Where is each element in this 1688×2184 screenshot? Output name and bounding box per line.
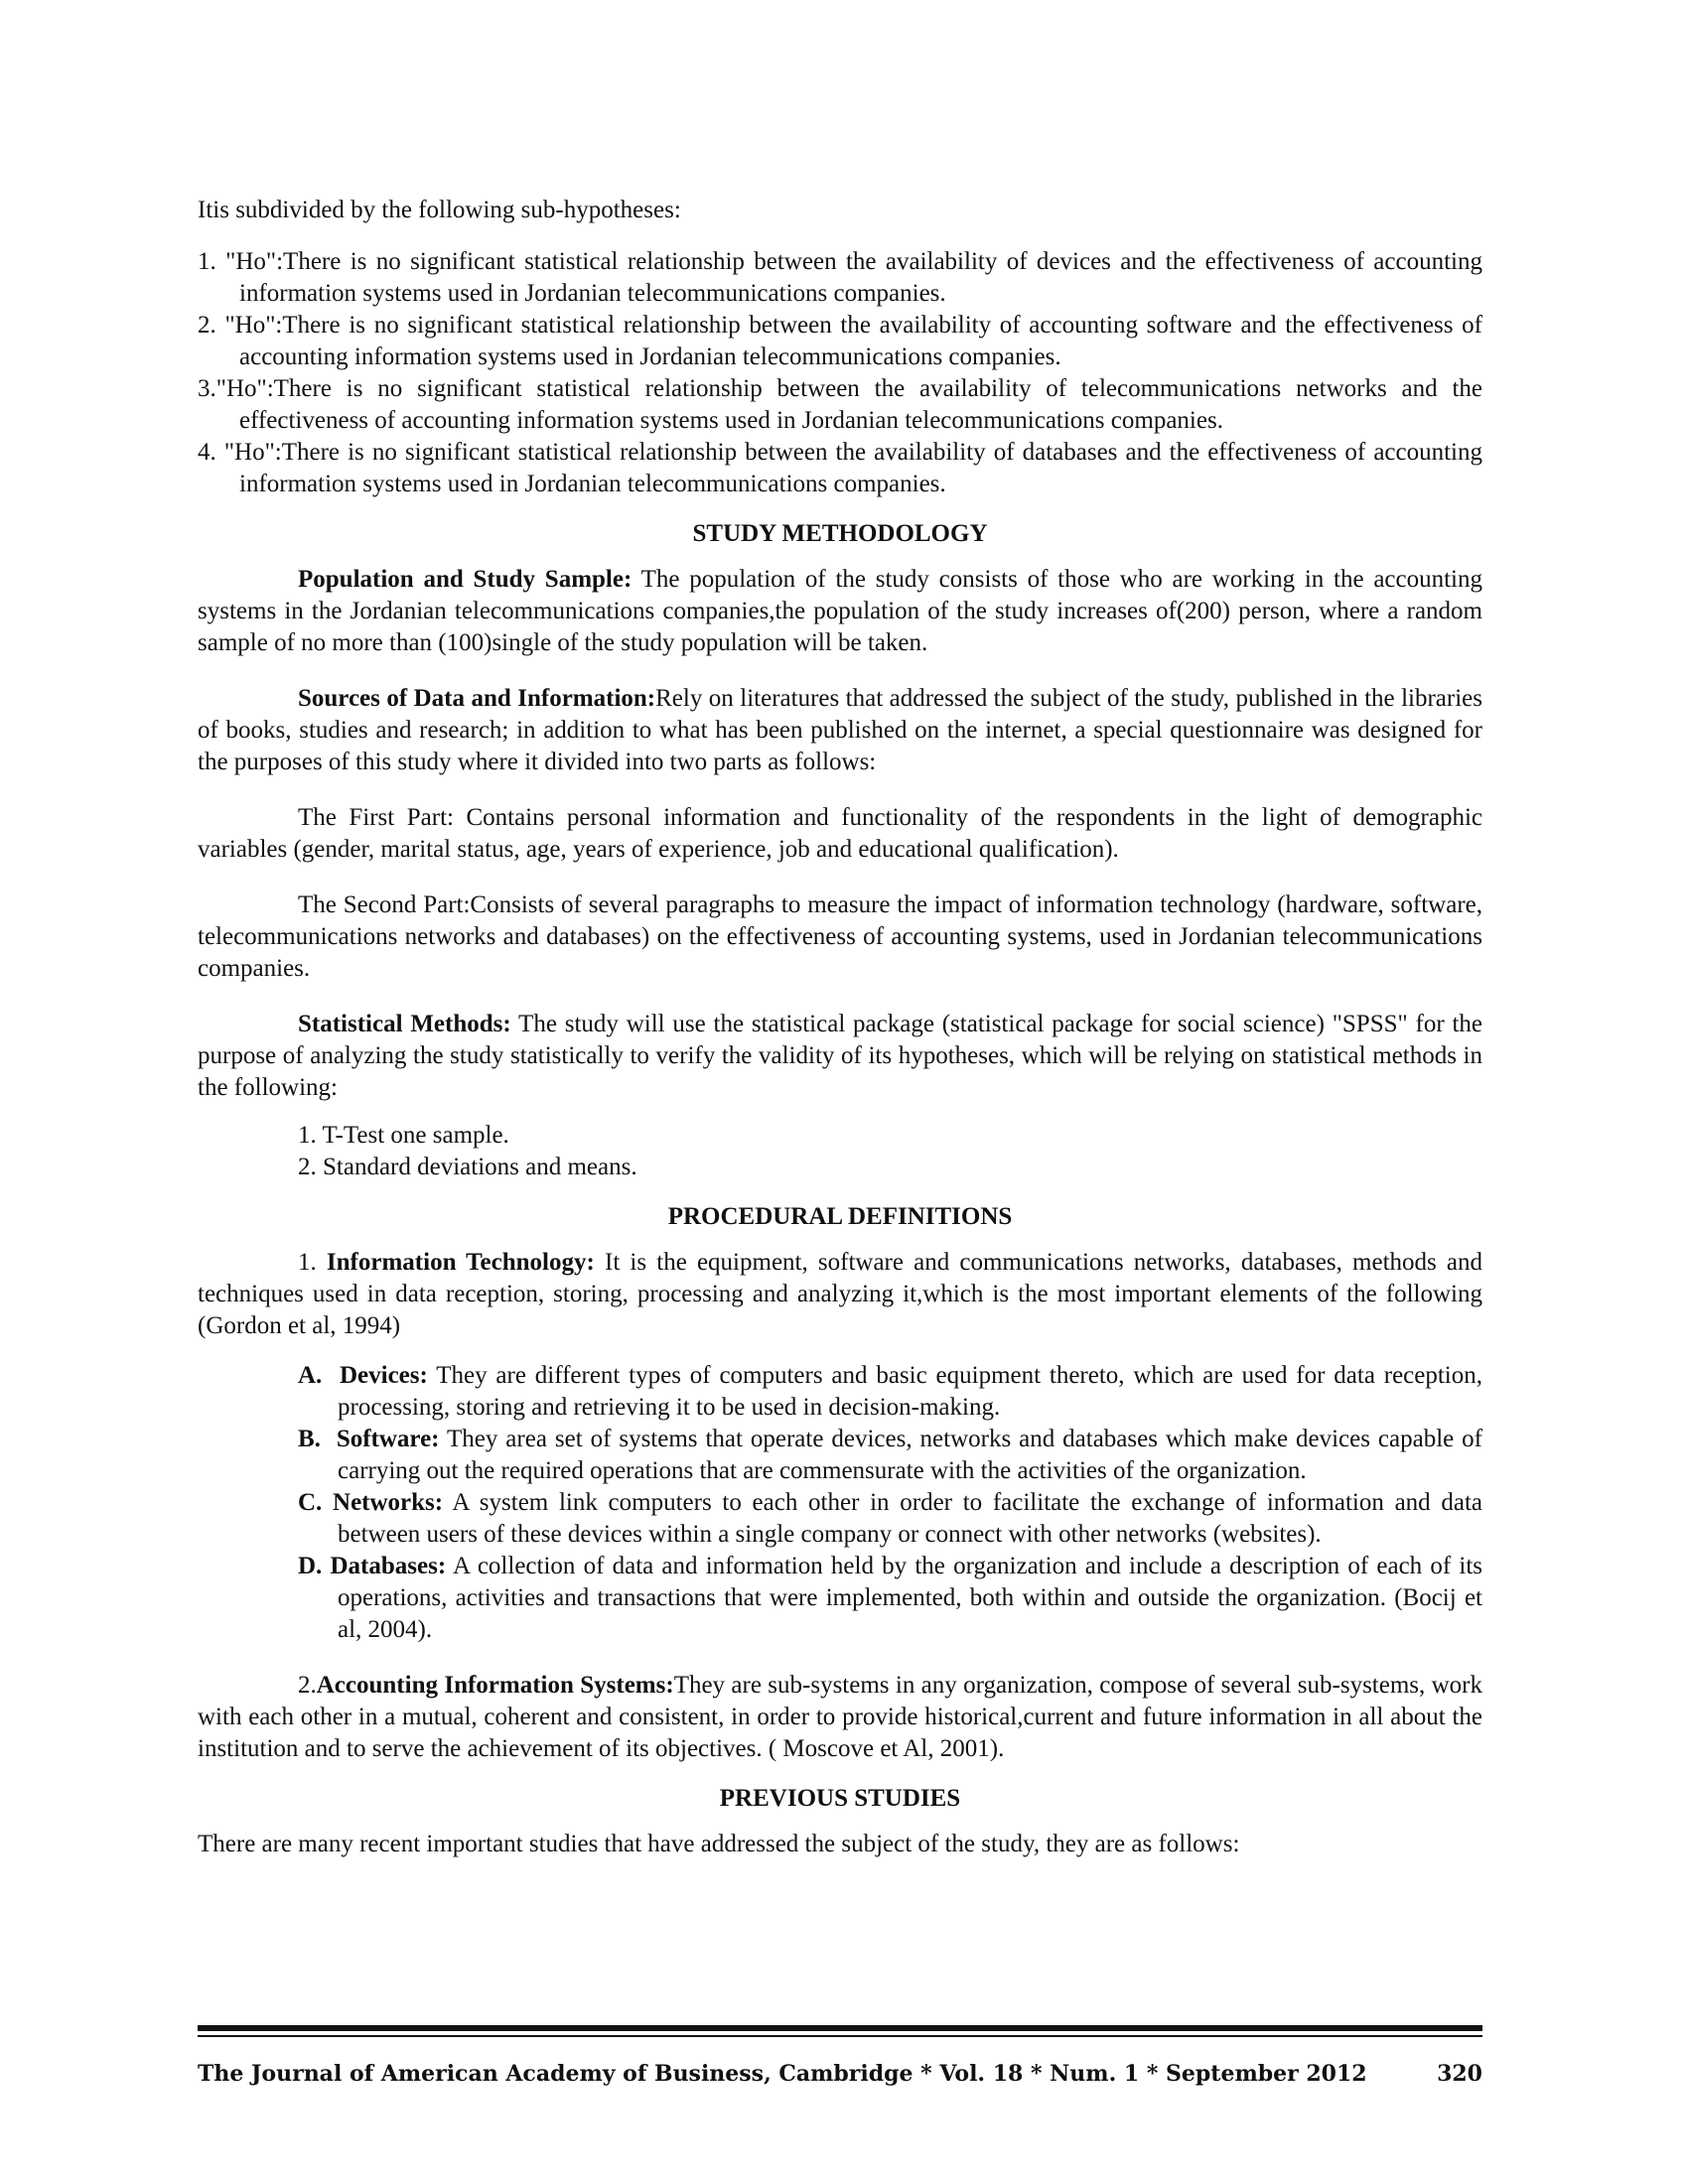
definition-item-software [298,1424,1482,1487]
it-definition-paragraph [198,1247,1482,1342]
statistical-methods-label: Statistical Methods: [298,1011,511,1037]
hypotheses-list [198,246,1482,500]
statistical-methods-list [298,1120,1482,1183]
it-components-list [298,1360,1482,1646]
definition-letter: B. [298,1426,321,1452]
statistical-methods-paragraph [198,1009,1482,1104]
definition-text: A system link computers to each other in order to facilitate the exchange of information and data between users of these devices within a single company or connect with other networks (websites). [338,1489,1482,1548]
method-item: 2. Standard deviations and means. [298,1154,637,1180]
sources-text: Rely on literatures that addressed the subject of the study, published in the libraries of books, studies and research; in addition to what has been published on the internet, a special questionnaire was designed for the purposes of this study where it divided into two parts as follows: [198,685,1482,775]
ais-text: They are sub-systems in any organization, compose of several sub-systems, work with each other in a mutual, coherent and consistent, in order to provide historical,current and future information in all about the institution and to serve the achievement of its objectives. ( Moscove et Al, 2001). [198,1672,1482,1762]
definition-text: They are different types of computers and basic equipment thereto, which are used for data reception, processing, storing and retrieving it to be used in decision-making. [338,1362,1483,1421]
hypothesis-item: 4. "Ho":There is no significant statistical relationship between the availability of databases and the effectiveness of accounting information systems used in Jordanian telecommunications companies. [198,439,1482,497]
footer-rule [198,2025,1482,2031]
page-number: 320 [1437,2061,1482,2087]
method-item: 1. T-Test one sample. [298,1122,509,1149]
sources-paragraph [198,683,1482,778]
it-text: It is the equipment, software and communications networks, databases, methods and techniques used in data reception, storing, processing and analyzing it,which is the most important elements of the following (Gordon et al, 1994) [198,1249,1483,1339]
ais-number: 2. [298,1672,317,1699]
definition-text: A collection of data and information held by the organization and include a description of each of its operations, activities and transactions that were implemented, both within and outside the organization. (Bocij et al, 2004). [338,1553,1482,1643]
population-paragraph [198,564,1482,659]
population-label: Population and Study Sample: [298,566,633,593]
ais-definition-paragraph [198,1670,1482,1765]
definition-label: Databases: [330,1553,447,1579]
hypothesis-item: 2. "Ho":There is no significant statistical relationship between the availability of accounting software and the effectiveness of accounting information systems used in Jordanian telecommunications companies. [198,312,1482,370]
definition-item-databases [298,1551,1482,1646]
definition-item-devices [298,1360,1482,1424]
ais-label: Accounting Information Systems: [316,1672,674,1699]
second-part-paragraph: The Second Part:Consists of several paragraphs to measure the impact of information technology (hardware, software, telecommunications networks and databases) on the effectiveness of accounting systems, used in Jordanian telecommunications companies. [198,891,1482,982]
definition-letter: C. [298,1489,323,1516]
hypothesis-item: 1. "Ho":There is no significant statistical relationship between the availability of devices and the effectiveness of accounting information systems used in Jordanian telecommunications companies. [198,248,1482,307]
population-text: The population of the study consists of those who are working in the accounting systems in the Jordanian telecommunications companies,the population of the study increases of(200) person, where a random sample of no more than (100)single of the study population will be taken. [198,566,1482,656]
previous-studies-paragraph: There are many recent important studies that have addressed the subject of the study, they are as follows: [198,1831,1240,1857]
it-number: 1. [298,1249,327,1276]
definition-letter: A. [298,1362,323,1389]
definition-letter: D. [298,1553,323,1579]
hypotheses-intro: Itis subdivided by the following sub-hypotheses: [198,197,681,223]
statistical-methods-text: The study will use the statistical package (statistical package for social science) "SPSS" for the purpose of analyzing the study statistically to verify the validity of its hypotheses, which will be relying on statistical methods in the following: [198,1011,1482,1101]
definition-label: Networks: [333,1489,444,1516]
section-heading-previous-studies: PREVIOUS STUDIES [719,1785,961,1812]
page-footer [198,2057,1482,2091]
first-part-paragraph: The First Part: Contains personal information and functionality of the respondents in the light of demographic variables (gender, marital status, age, years of experience, job and educational qualification). [198,804,1482,863]
definition-label: Software: [336,1426,440,1452]
page-body [198,195,1482,1860]
it-label: Information Technology: [326,1249,595,1276]
sources-label: Sources of Data and Information: [298,685,656,712]
definition-text: They area set of systems that operate devices, networks and databases which make devices capable of carrying out the required operations that are commensurate with the activities of the organization. [338,1426,1483,1484]
journal-citation: The Journal of American Academy of Business, Cambridge * Vol. 18 * Num. 1 * September 2012 [198,2061,1367,2087]
hypothesis-item: 3."Ho":There is no significant statistical relationship between the availability of telecommunications networks and the effectiveness of accounting information systems used in Jordanian telecommunications companies. [198,375,1482,434]
definition-label: Devices: [339,1362,428,1389]
section-heading-definitions: PROCEDURAL DEFINITIONS [667,1203,1013,1230]
footer-rule-thin [198,2035,1482,2037]
definition-item-networks [298,1487,1482,1551]
section-heading-methodology: STUDY METHODOLOGY [692,520,988,547]
